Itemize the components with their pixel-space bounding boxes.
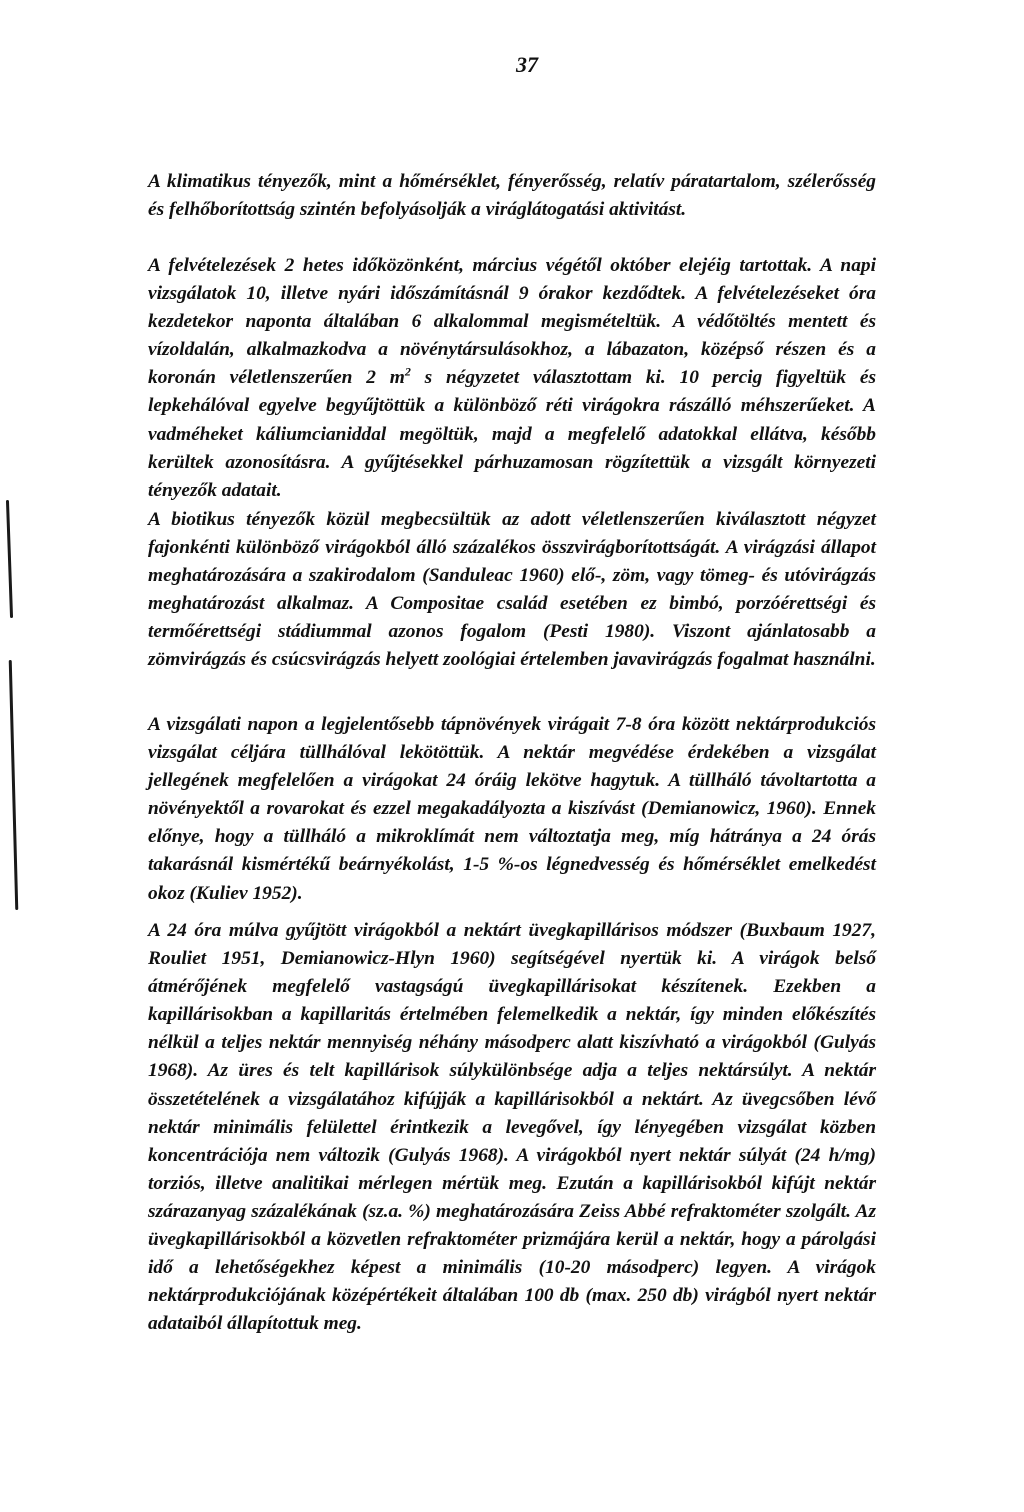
paragraph-biotic-factors: A biotikus tényezők közül megbecsültük az adott véletlenszerűen kiválasztott négyzet fajonkénti különböző virágokból álló százalékos összvirágborítottságát. A virágzási állapot meghatározására a szakirodalom (Sanduleac 1960) elő-, zöm, vagy tömeg- és utóvirágzás meghatározást alkalmaz. A Compositae család esetében ez bimbó, porzóérettségi és termőérettségi stádiummal azonos fogalom (Pesti 1980). Viszont ajánlatosabb a zömvirágzás és csúcsvirágzás helyett zoológiai értelemben javavirágzás fogalmat használni. xyxy=(148,509,876,671)
paragraph-survey-method xyxy=(148,252,876,505)
margin-scan-line xyxy=(9,660,19,910)
margin-scan-line xyxy=(6,500,13,618)
paragraph-nectar-production: A vizsgálati napon a legjelentősebb tápnövények virágait 7-8 óra között nektárprodukciós vizsgálat céljára tüllhálóval lekötöttük. A nektár megvédése érdekében a vizsgálat jellegének megfelelően a virágokat 24 óráig lekötve hagytuk. A tüllháló távoltartotta a növényektől a rovarokat és ezzel megakadályozta a kiszívást (Demianowicz, 1960). Ennek előnye, hogy a tüllháló a mikroklímát nem változtatja meg, míg hátránya a 24 órás takarásnál kismértékű beárnyékolást, 1-5 %-os légnedvesség és hőmérséklet emelkedést okoz (Kuliev 1952). xyxy=(148,714,876,904)
paragraph-survey-method-text: A felvételezések 2 hetes időközönként, március végétől október elejéig tartottak. A napi vizsgálatok 10, illetve nyári időszámításnál 9 órakor kezdődtek. A felvételezéseket óra kezdetekor naponta általában 6 alkalommal megismételtük. A védőtöltés mentett és vízoldalán, alkalmazkodva a növénytársulásokhoz, a lábazaton, középső részen és a koronán véletlenszerűen 2 m xyxy=(148,255,876,389)
paragraph-capillary-method: A 24 óra múlva gyűjtött virágokból a nektárt üvegkapillárisos módszer (Buxbaum 1927, Rouliet 1951, Demianowicz-Hlyn 1960) segítségével nyertük ki. A virágok belső átmérőjének megfelelő vastagságú üvegkapillárisokat készítenek. Ezekben a kapillárisokban a kapillaritás értelmében felemelkedik a nektár, így minden előkészítés nélkül a teljes nektár mennyiség néhány másodperc alatt kiszívható a virágokból (Gulyás 1968). Az üres és telt kapillárisok súlykülönbsége adja a teljes nektársúlyt. A nektár összetételének a vizsgálatához kifújják a kapillárisokból a nektárt. Az üvegcsőben lévő nektár minimális felülettel érintkezik a levegővel, így lényegében vizsgálat közben koncentrációja nem változik (Gulyás 1968). A virágokból nyert nektár súlyát (24 h/mg) torziós, illetve analitikai mérlegen mértük meg. Ezután a kapillárisokból kifújt nektár szárazanyag százalékának (sz.a. %) meghatározására Zeiss Abbé refraktométer szolgált. Az üvegkapillárisokból a közvetlen refraktométer prizmájára kerül a nektár, hogy a párolgási idő a lehetőségekhez képest a minimális (10-20 másodperc) legyen. A virágok nektárprodukciójának középértékeit általában 100 db (max. 250 db) virágból nyert nektár adataiból állapítottuk meg. xyxy=(148,920,876,1335)
paragraph-survey-method-tail: s négyzetet választottam ki. 10 percig figyeltük és lepkehálóval egyelve begyűjtöttük a különböző réti virágokra rászálló méhszerűeket. A vadméheket káliumcianiddal megöltük, majd a megfelelő adatokkal ellátva, később kerültek azonosításra. A gyűjtésekkel párhuzamosan rögzítettük a vizsgált környezeti tényezők adatait. xyxy=(148,367,876,501)
paragraph-climatic-factors: A klimatikus tényezők, mint a hőmérséklet, fényerősség, relatív páratartalom, szélerősség és felhőborítottság szintén befolyásolják a viráglátogatási aktivitást. xyxy=(148,171,876,221)
square-meter-superscript: 2 xyxy=(404,364,411,379)
page-number: 37 xyxy=(516,52,538,77)
